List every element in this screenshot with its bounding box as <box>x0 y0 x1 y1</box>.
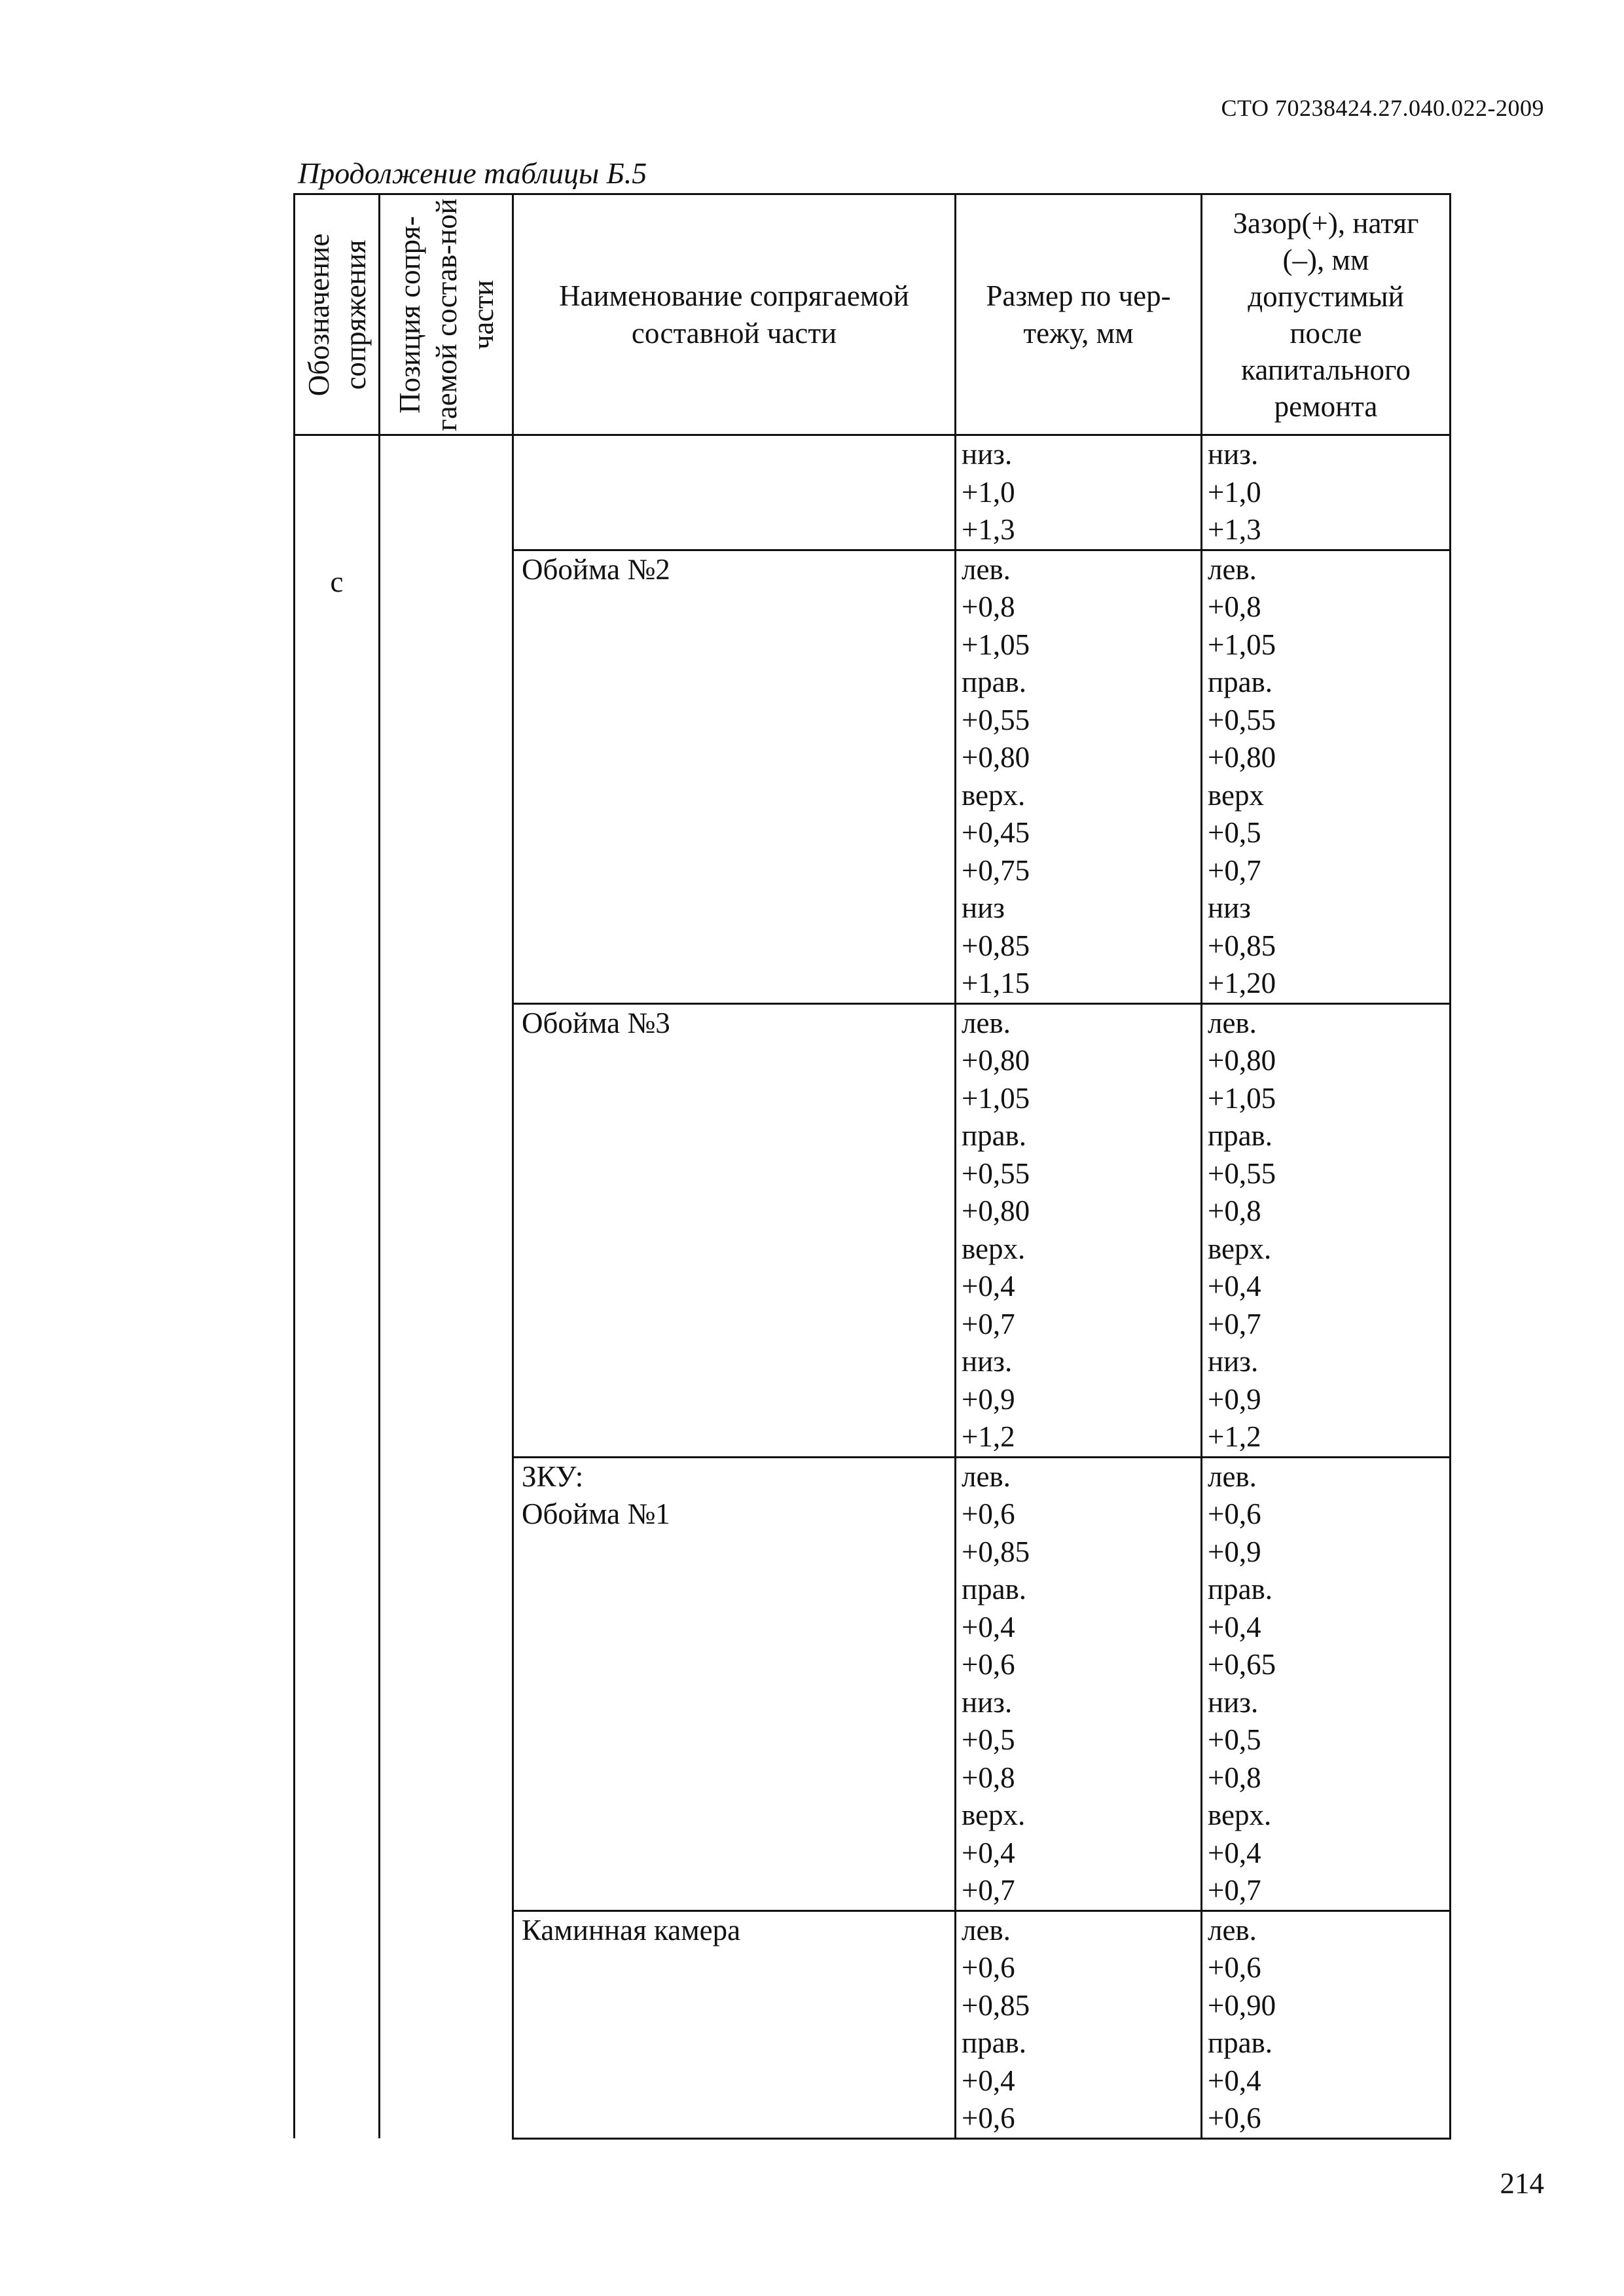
header-position-label: Позиция сопря-гаемой состав-ной части <box>393 198 499 431</box>
value-line: +0,5 <box>1208 1723 1261 1756</box>
value-line: лев. <box>962 1913 1011 1946</box>
value-line: +0,65 <box>1208 1648 1276 1681</box>
value-line: +1,2 <box>1208 1420 1261 1453</box>
position-cell <box>380 435 513 2139</box>
value-line: +0,6 <box>962 2102 1015 2134</box>
allowed-clearance-cell <box>1202 550 1451 1003</box>
allowed-clearance-cell <box>1202 435 1451 550</box>
value-line: +0,4 <box>1208 1610 1261 1643</box>
value-line: +0,8 <box>1208 1761 1261 1794</box>
value-line: +1,20 <box>1208 967 1276 999</box>
value-line: прав. <box>1208 1119 1273 1152</box>
value-line: верх. <box>1208 1232 1272 1265</box>
table-header-row <box>295 194 1451 435</box>
value-line: +0,7 <box>1208 1874 1261 1907</box>
value-line: +0,8 <box>962 1761 1015 1794</box>
value-line: +0,55 <box>962 1157 1030 1190</box>
value-line: +0,7 <box>962 1307 1015 1340</box>
header-position <box>380 194 513 435</box>
value-line: +0,6 <box>962 1498 1015 1530</box>
value-line: +0,4 <box>1208 1270 1261 1302</box>
drawing-size-cell <box>956 435 1202 550</box>
value-line: прав. <box>1208 666 1273 698</box>
value-line: +0,55 <box>1208 1157 1276 1190</box>
value-line: прав. <box>1208 2026 1273 2059</box>
value-line: +0,80 <box>962 1044 1030 1077</box>
value-line: +1,05 <box>962 1081 1030 1115</box>
value-line: +0,85 <box>962 1988 1030 2022</box>
value-line: низ. <box>962 438 1013 471</box>
document-code: СТО 70238424.27.040.022-2009 <box>1221 95 1544 121</box>
drawing-size-cell <box>956 1910 1202 2138</box>
header-clearance-label: Зазор(+), натяг (–), мм допустимый после капитального ремонта <box>1233 206 1419 423</box>
allowed-clearance-cell <box>1202 1457 1451 1910</box>
value-line: низ. <box>1208 1685 1259 1719</box>
header-clearance <box>1202 194 1451 435</box>
value-line: +1,05 <box>1208 1081 1276 1115</box>
value-line: +0,5 <box>962 1723 1015 1756</box>
value-line: прав. <box>962 1119 1027 1152</box>
value-line: +0,90 <box>1208 1988 1276 2022</box>
value-line: +0,6 <box>1208 2102 1261 2134</box>
value-line: +0,6 <box>962 1648 1015 1681</box>
header-name <box>513 194 956 435</box>
value-line: +1,15 <box>962 967 1030 999</box>
header-name-label: Наименование сопрягаемой составной части <box>559 279 909 350</box>
value-line: +1,0 <box>1208 475 1261 509</box>
value-line: прав. <box>962 1573 1027 1605</box>
value-line: верх. <box>962 778 1026 812</box>
value-line: +0,7 <box>1208 853 1261 887</box>
value-line: +1,05 <box>1208 628 1276 661</box>
value-line: +1,3 <box>1208 513 1261 546</box>
value-line: +0,85 <box>962 1535 1030 1568</box>
value-line: верх. <box>962 1232 1026 1265</box>
value-line: верх. <box>1208 1799 1272 1831</box>
value-line: +1,3 <box>962 513 1015 546</box>
value-line: низ <box>1208 891 1251 924</box>
drawing-size-cell <box>956 1457 1202 1910</box>
value-line: +0,4 <box>962 2064 1015 2097</box>
designation-cell <box>295 435 380 2139</box>
value-line: низ. <box>1208 1345 1259 1378</box>
value-line: низ. <box>962 1345 1013 1378</box>
value-line: +0,4 <box>962 1610 1015 1643</box>
value-line: +0,80 <box>1208 1044 1276 1077</box>
value-line: лев. <box>1208 1460 1257 1493</box>
value-line: лев. <box>1208 552 1257 586</box>
mating-parts-table <box>293 193 1451 2140</box>
value-line: +0,4 <box>962 1836 1015 1869</box>
part-name-cell <box>513 1457 956 1910</box>
header-designation <box>295 194 380 435</box>
value-line: +0,80 <box>962 1194 1030 1227</box>
value-line: +0,9 <box>1208 1382 1261 1416</box>
header-designation-label: Обозначение сопряжения <box>302 233 372 396</box>
value-line: +0,6 <box>1208 1951 1261 1984</box>
value-line: +0,80 <box>962 741 1030 774</box>
value-line: +0,75 <box>962 853 1030 887</box>
value-line: +0,7 <box>1208 1307 1261 1340</box>
value-line: +0,9 <box>1208 1535 1261 1568</box>
value-line: +1,0 <box>962 475 1015 509</box>
value-line: прав. <box>1208 1573 1273 1605</box>
value-line: +0,85 <box>1208 929 1276 962</box>
value-line: +0,55 <box>1208 703 1276 736</box>
value-line: лев. <box>962 552 1011 586</box>
value-line: +0,7 <box>962 1874 1015 1907</box>
value-line: низ <box>962 891 1005 924</box>
value-line: верх. <box>962 1799 1026 1831</box>
value-line: прав. <box>962 666 1027 698</box>
value-line: +0,85 <box>962 929 1030 962</box>
designation-value: с <box>330 565 344 598</box>
value-line: +0,6 <box>962 1951 1015 1984</box>
part-name-cell: Обойма №3 <box>513 1003 956 1457</box>
table-row <box>295 435 1451 550</box>
drawing-size-cell <box>956 550 1202 1003</box>
value-line: лев. <box>1208 1913 1257 1946</box>
value-line: +0,45 <box>962 816 1030 849</box>
value-line: +0,8 <box>962 590 1015 623</box>
value-line: верх <box>1208 778 1264 812</box>
allowed-clearance-cell <box>1202 1910 1451 2138</box>
part-name-cell <box>513 435 956 550</box>
value-line: +0,8 <box>1208 590 1261 623</box>
table-caption: Продолжение таблицы Б.5 <box>298 156 647 190</box>
part-name-cell: Обойма №2 <box>513 550 956 1003</box>
value-line: лев. <box>962 1460 1011 1493</box>
value-line: +0,4 <box>1208 1836 1261 1869</box>
header-drawing-size <box>956 194 1202 435</box>
part-name-line: ЗКУ: <box>522 1460 584 1493</box>
value-line: лев. <box>1208 1006 1257 1039</box>
value-line: +0,80 <box>1208 741 1276 774</box>
page-number: 214 <box>1500 2167 1544 2200</box>
value-line: +1,2 <box>962 1420 1015 1453</box>
drawing-size-cell <box>956 1003 1202 1457</box>
value-line: прав. <box>962 2026 1027 2059</box>
value-line: +0,5 <box>1208 816 1261 849</box>
value-line: +0,9 <box>962 1382 1015 1416</box>
value-line: +0,6 <box>1208 1498 1261 1530</box>
value-line: +1,05 <box>962 628 1030 661</box>
value-line: низ. <box>962 1685 1013 1719</box>
value-line: низ. <box>1208 438 1259 471</box>
value-line: +0,4 <box>1208 2064 1261 2097</box>
value-line: лев. <box>962 1006 1011 1039</box>
value-line: +0,8 <box>1208 1194 1261 1227</box>
value-line: +0,4 <box>962 1270 1015 1302</box>
value-line: +0,55 <box>962 703 1030 736</box>
part-name-line: Обойма №1 <box>522 1498 670 1530</box>
allowed-clearance-cell <box>1202 1003 1451 1457</box>
header-drawing-size-label: Размер по чер-тежу, мм <box>986 279 1171 350</box>
part-name-cell: Каминная камера <box>513 1910 956 2138</box>
